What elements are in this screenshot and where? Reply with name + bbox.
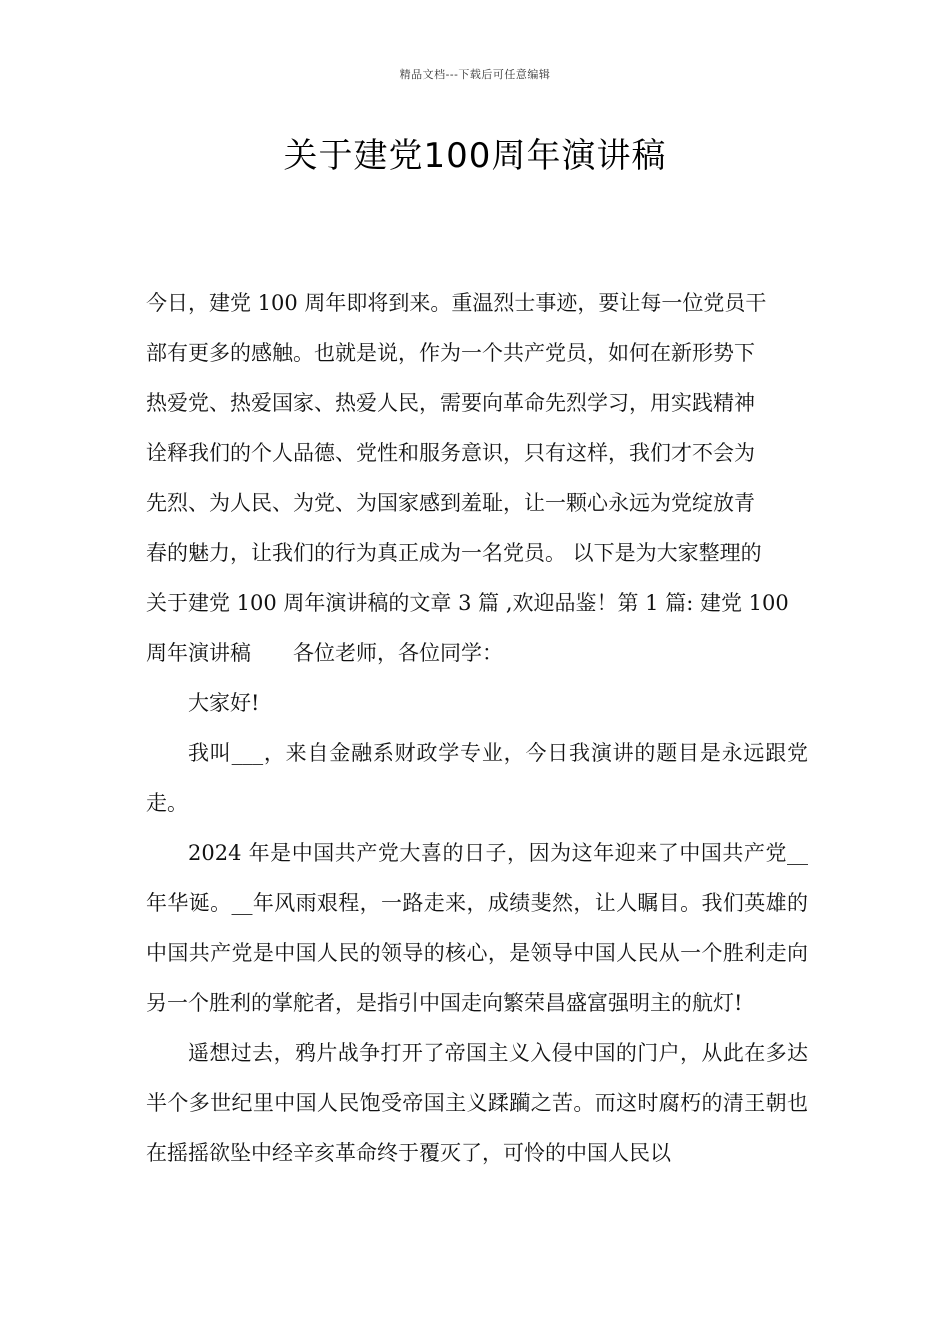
intro-line: 诠释我们的个人品德、党性和服务意识，只有这样，我们才不会为 (146, 441, 755, 465)
header-note: 精品文档---下载后可任意编辑 (399, 68, 551, 81)
intro-line: 关于建党 100 周年演讲稿的文章 3 篇 ,欢迎品鉴！第 1 篇: 建党 100 (146, 591, 789, 615)
document-body (146, 278, 808, 1178)
document-title: 关于建党100周年演讲稿 (283, 136, 667, 176)
intro-line: 部有更多的感触。也就是说，作为一个共产党员，如何在新形势下 (146, 341, 755, 365)
intro-line: 今日，建党 100 周年即将到来。重温烈士事迹，要让每一位党员干 (146, 291, 767, 315)
intro-last-line (146, 628, 808, 678)
salutation: 各位老师，各位同学： (293, 641, 503, 665)
paragraph-self-intro: 我叫___，来自金融系财政学专业，今日我演讲的题目是永远跟党走。 (146, 741, 808, 815)
paragraph-history: 遥想过去，鸦片战争打开了帝国主义入侵中国的门户，从此在多达半个多世纪里中国人民饱受帝国主义蹂躏之苦。而这时腐朽的清王朝也在摇摇欲坠中经辛亥革命终于覆灭了，可怜的中国人民以 (146, 1041, 808, 1165)
intro-last-left: 周年演讲稿 (146, 641, 251, 665)
intro-line: 热爱党、热爱国家、热爱人民，需要向革命先烈学习，用实践精神 (146, 391, 755, 415)
paragraph-2024: 2024 年是中国共产党大喜的日子，因为这年迎来了中国共产党__年华诞。__年风雨艰程，一路走来，成绩斐然，让人瞩目。我们英雄的中国共产党是中国人民的领导的核心，是领导中国人民从一个胜利走向另一个胜利的掌舵者，是指引中国走向繁荣昌盛富强明主的航灯! (146, 841, 808, 1015)
intro-line: 先烈、为人民、为党、为国家感到羞耻，让一颗心永远为党绽放青 (146, 491, 755, 515)
greeting: 大家好! (188, 691, 260, 715)
intro-line: 春的魅力，让我们的行为真正成为一名党员。 以下是为大家整理的 (146, 541, 762, 565)
